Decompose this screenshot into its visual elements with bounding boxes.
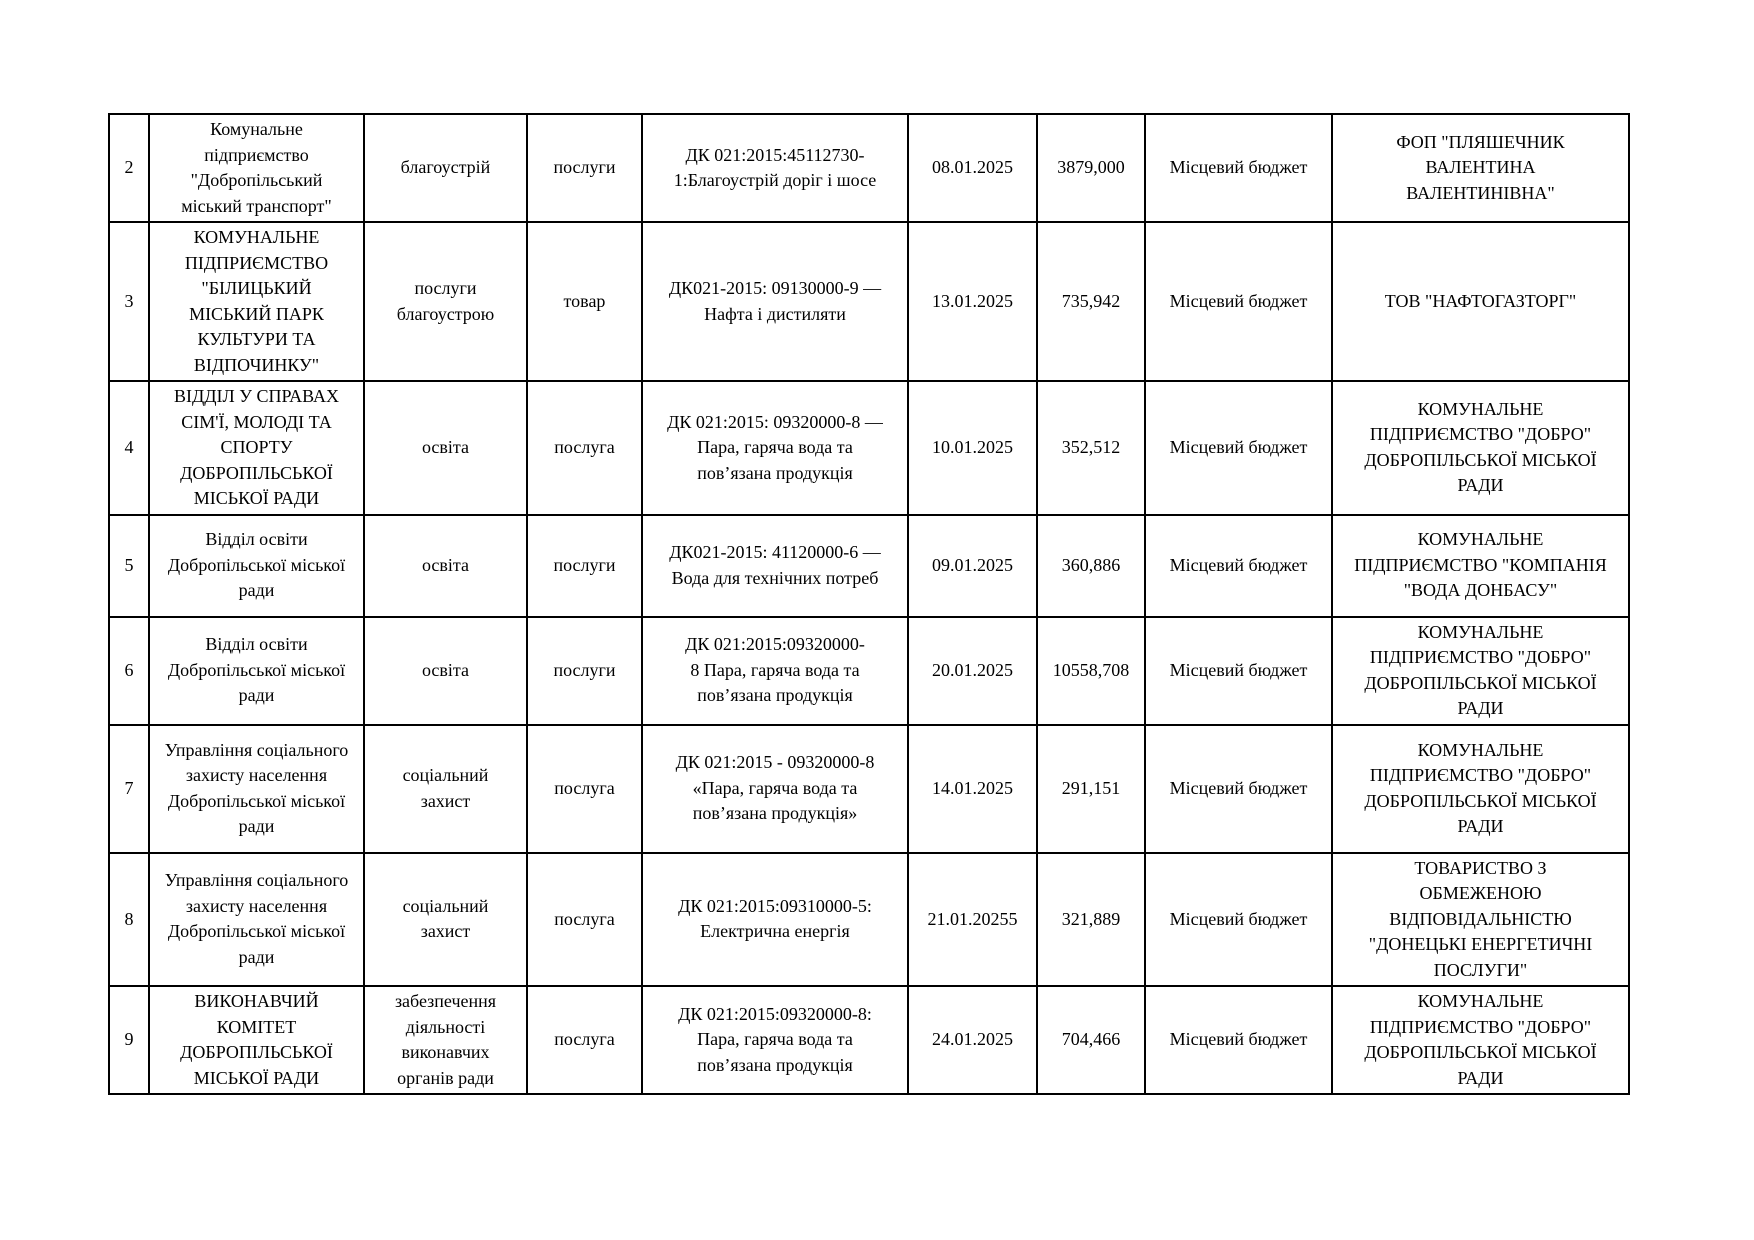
funding-source-text: Місцевий бюджет bbox=[1169, 437, 1308, 457]
supplier-line: КОМУНАЛЬНЕ bbox=[1417, 529, 1544, 550]
supplier-line: ТОВАРИСТВО З bbox=[1414, 857, 1547, 878]
cpv-code-cell bbox=[642, 114, 908, 222]
row-number-text: 9 bbox=[124, 1029, 134, 1050]
cpv-code-line: Електрична енергія bbox=[700, 921, 850, 942]
customer-line: МІСЬКОЇ РАДИ bbox=[193, 488, 320, 508]
sector-line: органів ради bbox=[397, 1067, 494, 1088]
date-cell bbox=[908, 381, 1037, 515]
row-number-text: 5 bbox=[124, 554, 134, 575]
customer-cell bbox=[149, 381, 364, 515]
procurement-type-text: послуга bbox=[554, 777, 615, 798]
procurement-type-text: послуга bbox=[554, 437, 615, 457]
funding-source-text: Місцевий бюджет bbox=[1169, 777, 1308, 798]
date-text: 13.01.2025 bbox=[932, 290, 1013, 311]
amount-cell bbox=[1037, 515, 1145, 617]
supplier-line: "ВОДА ДОНБАСУ" bbox=[1403, 580, 1558, 601]
supplier-cell bbox=[1332, 222, 1629, 381]
table-row bbox=[109, 515, 1629, 617]
sector-cell bbox=[364, 853, 527, 987]
supplier-line: ПІДПРИЄМСТВО "ДОБРО" bbox=[1369, 424, 1592, 445]
supplier-line: ДОБРОПІЛЬСЬКОЇ МІСЬКОЇ bbox=[1364, 672, 1597, 693]
amount-cell bbox=[1037, 381, 1145, 515]
amount-text: 291,151 bbox=[1061, 777, 1121, 798]
procurement-type-cell bbox=[527, 617, 642, 725]
cpv-code-line: пов’язана продукція bbox=[697, 685, 853, 706]
customer-line: ради bbox=[238, 685, 275, 706]
cpv-code-line: пов’язана продукція» bbox=[692, 803, 858, 824]
customer-line: Управління соціального bbox=[164, 870, 349, 891]
supplier-line: РАДИ bbox=[1457, 1067, 1504, 1088]
sector-line: освіта bbox=[421, 554, 469, 575]
cpv-code-cell bbox=[642, 617, 908, 725]
sector-line: захист bbox=[420, 921, 471, 942]
sector-cell bbox=[364, 381, 527, 515]
row-number-cell bbox=[109, 725, 149, 853]
date-text: 21.01.20255 bbox=[927, 908, 1018, 929]
amount-text: 3879,000 bbox=[1057, 157, 1125, 178]
funding-source-cell bbox=[1145, 114, 1332, 222]
date-cell bbox=[908, 515, 1037, 617]
row-number-cell bbox=[109, 381, 149, 515]
supplier-line: РАДИ bbox=[1457, 475, 1504, 496]
procurement-type-cell bbox=[527, 853, 642, 987]
customer-line: Комунальне bbox=[210, 119, 303, 139]
date-text: 24.01.2025 bbox=[932, 1029, 1013, 1050]
table-row bbox=[109, 853, 1629, 987]
funding-source-text: Місцевий бюджет bbox=[1169, 157, 1308, 178]
cpv-code-cell bbox=[642, 853, 908, 987]
customer-line: ради bbox=[238, 946, 275, 967]
sector-line: соціальний bbox=[402, 765, 489, 785]
cpv-code-line: Пара, гаряча вода та bbox=[697, 437, 853, 457]
supplier-cell bbox=[1332, 725, 1629, 853]
amount-cell bbox=[1037, 222, 1145, 381]
cpv-code-line: ДК 021:2015:09320000-8: bbox=[678, 1003, 872, 1024]
customer-line: ВІДПОЧИНКУ" bbox=[193, 354, 320, 375]
row-number-cell bbox=[109, 515, 149, 617]
cpv-code-line: пов’язана продукція bbox=[697, 462, 853, 483]
procurement-type-cell bbox=[527, 222, 642, 381]
date-text: 14.01.2025 bbox=[932, 777, 1013, 798]
sector-line: благоустрою bbox=[396, 303, 495, 324]
amount-text: 10558,708 bbox=[1052, 659, 1130, 680]
supplier-cell bbox=[1332, 986, 1629, 1094]
date-text: 09.01.2025 bbox=[932, 554, 1013, 575]
supplier-line: ПІДПРИЄМСТВО "ДОБРО" bbox=[1369, 647, 1592, 667]
cpv-code-line: Пара, гаряча вода та bbox=[697, 1029, 853, 1050]
sector-line: соціальний bbox=[402, 895, 489, 916]
customer-line: ПІДПРИЄМСТВО bbox=[184, 252, 329, 273]
customer-line: СІМ'Ї, МОЛОДІ ТА bbox=[181, 411, 332, 432]
sector-cell bbox=[364, 617, 527, 725]
supplier-line: КОМУНАЛЬНЕ bbox=[1417, 739, 1544, 760]
amount-text: 735,942 bbox=[1061, 290, 1121, 311]
customer-line: Відділ освіти bbox=[205, 529, 308, 550]
date-cell bbox=[908, 222, 1037, 381]
cpv-code-line: ДК021-2015: 09130000-9 — bbox=[668, 278, 882, 298]
customer-line: ДОБРОПІЛЬСЬКОЇ bbox=[180, 462, 333, 483]
customer-line: МІСЬКИЙ ПАРК bbox=[189, 303, 324, 324]
funding-source-cell bbox=[1145, 617, 1332, 725]
row-number-text: 3 bbox=[124, 290, 134, 311]
supplier-line: ДОБРОПІЛЬСЬКОЇ МІСЬКОЇ bbox=[1364, 449, 1597, 470]
funding-source-cell bbox=[1145, 853, 1332, 987]
amount-cell bbox=[1037, 617, 1145, 725]
customer-line: МІСЬКОЇ РАДИ bbox=[193, 1067, 320, 1088]
procurement-type-cell bbox=[527, 986, 642, 1094]
procurement-type-text: послуги bbox=[553, 659, 616, 680]
supplier-line: КОМУНАЛЬНЕ bbox=[1417, 398, 1544, 419]
supplier-line: ДОБРОПІЛЬСЬКОЇ МІСЬКОЇ bbox=[1364, 1042, 1597, 1062]
date-text: 08.01.2025 bbox=[932, 157, 1013, 178]
customer-line: захисту населення bbox=[185, 765, 328, 785]
supplier-line: ФОП "ПЛЯШЕЧНИК bbox=[1396, 131, 1565, 152]
funding-source-text: Місцевий бюджет bbox=[1169, 554, 1308, 575]
procurement-type-text: послуга bbox=[554, 1029, 615, 1050]
row-number-text: 4 bbox=[124, 437, 134, 457]
procurement-type-text: товар bbox=[563, 290, 606, 311]
customer-line: міський транспорт" bbox=[181, 195, 332, 216]
customer-cell bbox=[149, 114, 364, 222]
supplier-line: ПІДПРИЄМСТВО "КОМПАНІЯ bbox=[1354, 554, 1607, 575]
supplier-line: РАДИ bbox=[1457, 698, 1504, 718]
cpv-code-line: ДК 021:2015:09320000- bbox=[685, 634, 865, 655]
funding-source-cell bbox=[1145, 986, 1332, 1094]
funding-source-text: Місцевий бюджет bbox=[1169, 1029, 1308, 1050]
customer-line: Добропільської міської bbox=[167, 921, 346, 942]
customer-line: СПОРТУ bbox=[220, 437, 293, 457]
procurement-type-cell bbox=[527, 515, 642, 617]
sector-cell bbox=[364, 725, 527, 853]
supplier-cell bbox=[1332, 515, 1629, 617]
amount-cell bbox=[1037, 725, 1145, 853]
sector-line: забезпечення bbox=[394, 991, 497, 1011]
sector-cell bbox=[364, 986, 527, 1094]
customer-line: Відділ освіти bbox=[205, 634, 308, 655]
sector-line: послуги bbox=[414, 278, 477, 298]
procurement-type-text: послуги bbox=[553, 157, 616, 178]
customer-line: Управління соціального bbox=[164, 739, 349, 760]
sector-line: освіта bbox=[421, 437, 469, 457]
cpv-code-line: Нафта і дистиляти bbox=[704, 303, 846, 324]
customer-line: ВІДДІЛ У СПРАВАХ bbox=[173, 386, 340, 406]
supplier-line: ВАЛЕНТИНА bbox=[1425, 157, 1536, 178]
funding-source-text: Місцевий бюджет bbox=[1169, 290, 1308, 311]
row-number-cell bbox=[109, 114, 149, 222]
funding-source-text: Місцевий бюджет bbox=[1169, 659, 1308, 680]
sector-line: освіта bbox=[421, 659, 469, 680]
date-cell bbox=[908, 853, 1037, 987]
cpv-code-line: ДК 021:2015: 09320000-8 — bbox=[667, 411, 883, 432]
procurement-type-cell bbox=[527, 381, 642, 515]
supplier-line: ДОБРОПІЛЬСЬКОЇ МІСЬКОЇ bbox=[1364, 790, 1597, 811]
amount-cell bbox=[1037, 114, 1145, 222]
row-number-text: 7 bbox=[124, 777, 134, 798]
amount-text: 352,512 bbox=[1061, 437, 1121, 457]
amount-cell bbox=[1037, 986, 1145, 1094]
cpv-code-line: «Пара, гаряча вода та bbox=[692, 777, 858, 798]
funding-source-text: Місцевий бюджет bbox=[1169, 908, 1308, 929]
cpv-code-cell bbox=[642, 222, 908, 381]
procurement-type-text: послуги bbox=[553, 554, 616, 575]
row-number-cell bbox=[109, 617, 149, 725]
funding-source-cell bbox=[1145, 515, 1332, 617]
cpv-code-line: Вода для технічних потреб bbox=[671, 567, 879, 588]
customer-line: КОМУНАЛЬНЕ bbox=[193, 227, 320, 247]
sector-line: захист bbox=[420, 790, 471, 811]
customer-cell bbox=[149, 515, 364, 617]
table-row bbox=[109, 725, 1629, 853]
supplier-line: КОМУНАЛЬНЕ bbox=[1417, 621, 1544, 642]
customer-line: захисту населення bbox=[185, 895, 328, 916]
supplier-line: ПОСЛУГИ" bbox=[1433, 959, 1528, 980]
funding-source-cell bbox=[1145, 725, 1332, 853]
table-row bbox=[109, 617, 1629, 725]
amount-text: 704,466 bbox=[1061, 1029, 1121, 1050]
sector-cell bbox=[364, 515, 527, 617]
cpv-code-line: ДК 021:2015:09310000-5: bbox=[678, 895, 872, 916]
cpv-code-line: ДК 021:2015 - 09320000-8 bbox=[675, 752, 875, 773]
customer-line: "БІЛИЦЬКИЙ bbox=[201, 278, 312, 298]
cpv-code-line: 8 Пара, гаряча вода та bbox=[690, 659, 860, 680]
row-number-text: 2 bbox=[124, 157, 134, 178]
supplier-cell bbox=[1332, 381, 1629, 515]
supplier-line: КОМУНАЛЬНЕ bbox=[1417, 991, 1544, 1011]
customer-cell bbox=[149, 986, 364, 1094]
cpv-code-line: ДК021-2015: 41120000-6 — bbox=[669, 542, 881, 562]
row-number-cell bbox=[109, 986, 149, 1094]
supplier-line: ТОВ "НАФТОГАЗТОРГ" bbox=[1384, 290, 1577, 311]
table-body bbox=[109, 114, 1629, 1094]
cpv-code-cell bbox=[642, 725, 908, 853]
customer-line: Добропільської міської bbox=[167, 790, 346, 811]
cpv-code-cell bbox=[642, 515, 908, 617]
sector-line: діяльності bbox=[405, 1016, 486, 1037]
date-cell bbox=[908, 986, 1037, 1094]
procurement-table bbox=[108, 113, 1630, 1095]
table-row bbox=[109, 222, 1629, 381]
cpv-code-line: пов’язана продукція bbox=[697, 1054, 853, 1075]
amount-cell bbox=[1037, 853, 1145, 987]
date-cell bbox=[908, 725, 1037, 853]
sector-line: благоустрій bbox=[400, 157, 491, 178]
customer-line: Добропільської міської bbox=[167, 659, 346, 680]
supplier-line: ВАЛЕНТИНІВНА" bbox=[1406, 182, 1555, 203]
row-number-text: 8 bbox=[124, 908, 134, 929]
funding-source-cell bbox=[1145, 381, 1332, 515]
table-row bbox=[109, 986, 1629, 1094]
procurement-type-cell bbox=[527, 114, 642, 222]
customer-cell bbox=[149, 853, 364, 987]
customer-line: підприємство bbox=[204, 144, 309, 165]
supplier-line: "ДОНЕЦЬКІ ЕНЕРГЕТИЧНІ bbox=[1368, 934, 1593, 954]
sector-line: виконавчих bbox=[401, 1042, 490, 1062]
supplier-cell bbox=[1332, 114, 1629, 222]
customer-cell bbox=[149, 222, 364, 381]
date-text: 10.01.2025 bbox=[932, 437, 1013, 457]
customer-line: Добропільської міської bbox=[167, 554, 346, 575]
amount-text: 321,889 bbox=[1061, 908, 1121, 929]
row-number-cell bbox=[109, 853, 149, 987]
date-cell bbox=[908, 114, 1037, 222]
procurement-type-cell bbox=[527, 725, 642, 853]
row-number-cell bbox=[109, 222, 149, 381]
date-cell bbox=[908, 617, 1037, 725]
supplier-cell bbox=[1332, 853, 1629, 987]
supplier-line: ПІДПРИЄМСТВО "ДОБРО" bbox=[1369, 1016, 1592, 1037]
supplier-cell bbox=[1332, 617, 1629, 725]
customer-line: "Добропільський bbox=[190, 170, 323, 190]
amount-text: 360,886 bbox=[1061, 554, 1121, 575]
customer-cell bbox=[149, 617, 364, 725]
table-row bbox=[109, 114, 1629, 222]
row-number-text: 6 bbox=[124, 659, 134, 680]
table-row bbox=[109, 381, 1629, 515]
supplier-line: ВІДПОВІДАЛЬНІСТЮ bbox=[1389, 908, 1572, 929]
customer-line: ради bbox=[238, 816, 275, 836]
date-text: 20.01.2025 bbox=[932, 659, 1013, 680]
customer-line: КУЛЬТУРИ ТА bbox=[197, 329, 316, 349]
funding-source-cell bbox=[1145, 222, 1332, 381]
customer-line: ВИКОНАВЧИЙ КОМІТЕТ bbox=[194, 991, 319, 1037]
customer-cell bbox=[149, 725, 364, 853]
supplier-line: ПІДПРИЄМСТВО "ДОБРО" bbox=[1369, 765, 1592, 785]
sector-cell bbox=[364, 222, 527, 381]
customer-line: ради bbox=[238, 580, 275, 601]
cpv-code-line: ДК 021:2015:45112730- bbox=[685, 144, 865, 165]
supplier-line: ОБМЕЖЕНОЮ bbox=[1419, 883, 1542, 903]
cpv-code-cell bbox=[642, 381, 908, 515]
cpv-code-cell bbox=[642, 986, 908, 1094]
sector-cell bbox=[364, 114, 527, 222]
cpv-code-line: 1:Благоустрій доріг і шосе bbox=[673, 170, 877, 190]
customer-line: ДОБРОПІЛЬСЬКОЇ bbox=[180, 1042, 333, 1062]
supplier-line: РАДИ bbox=[1457, 816, 1504, 836]
procurement-type-text: послуга bbox=[554, 908, 615, 929]
